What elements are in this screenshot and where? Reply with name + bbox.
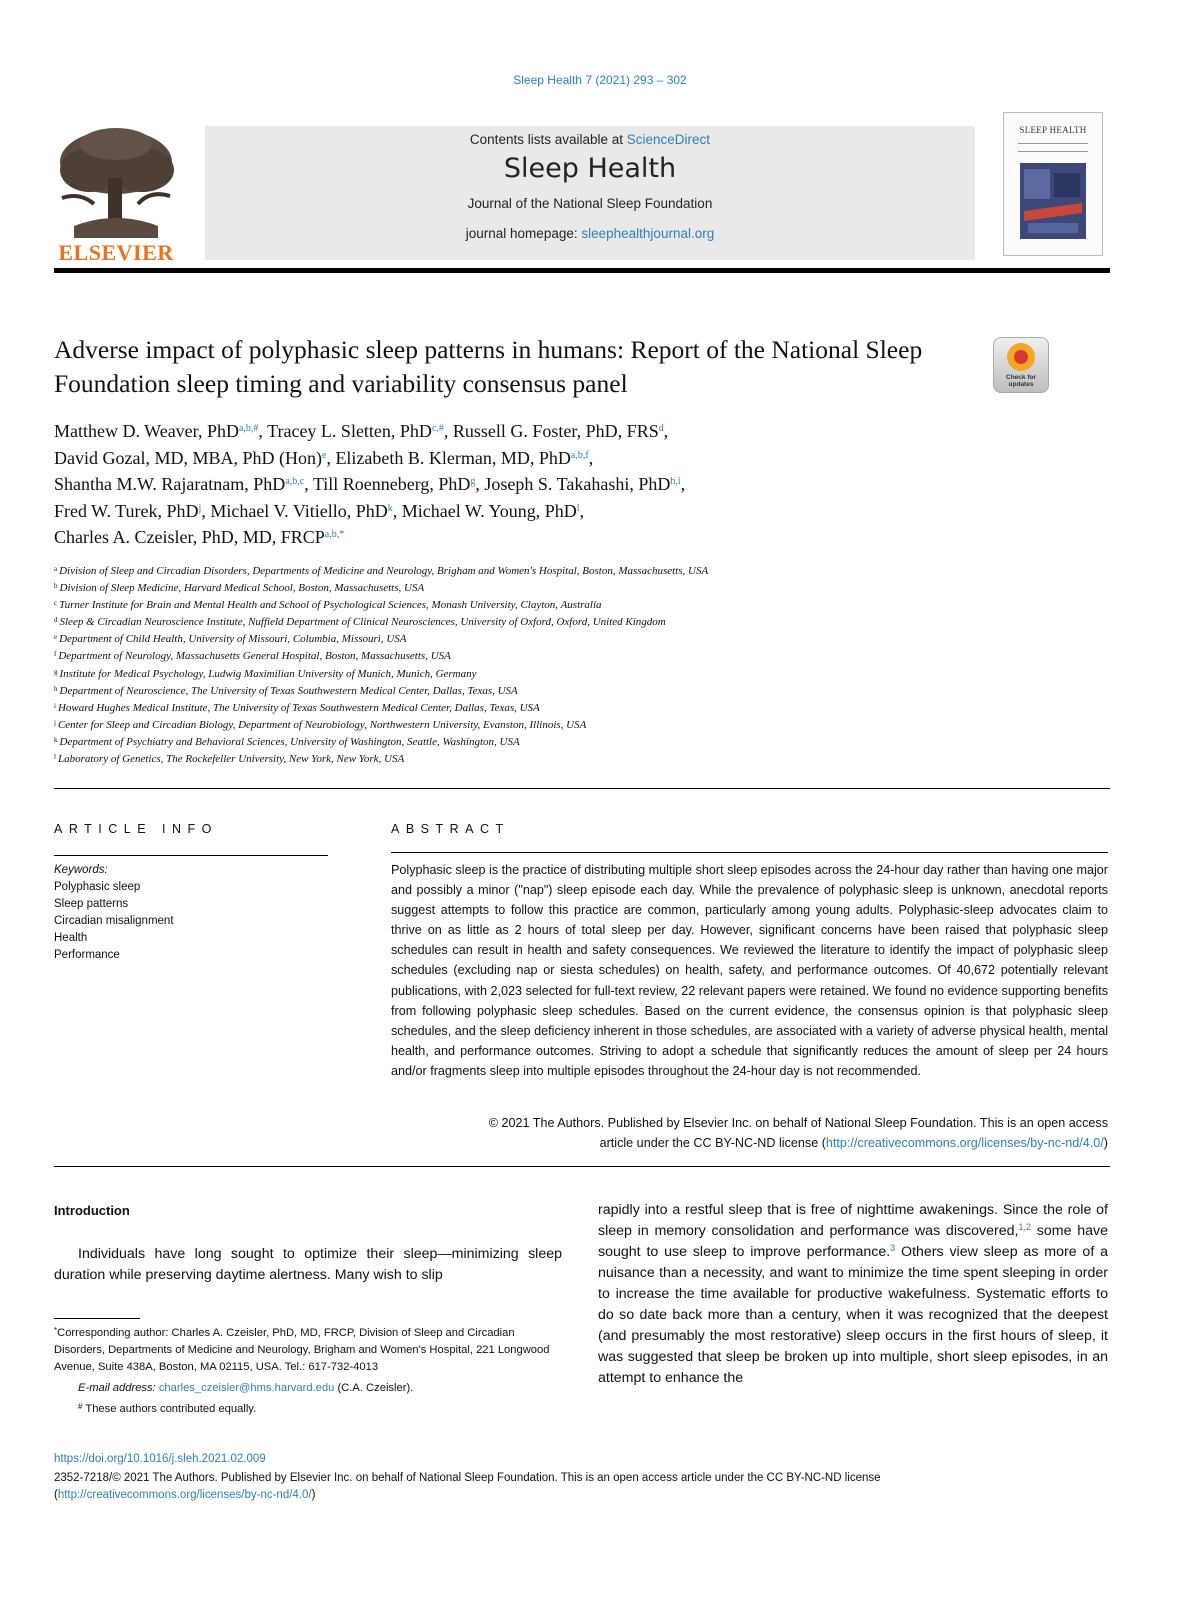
keywords-label: Keywords: — [54, 864, 108, 876]
article-title: Adverse impact of polyphasic sleep patterns in humans: Report of the National Sleep Foundation sleep timing and variability consensus panel — [54, 335, 923, 398]
affiliation-item: $^k$ Department of Psychiatry and Behavioral Sciences, University of Washington, Seattle, Washington, USA — [54, 735, 520, 748]
introduction-paragraph: Individuals have long sought to optimize their sleep—minimizing sleep duration while preserving daytime alertness. Many wish to slip — [54, 1246, 562, 1283]
check-for-updates-button[interactable] — [993, 337, 1049, 393]
author-affiliation-marks[interactable]: d — [658, 423, 664, 434]
affiliation-item: $^i$ Howard Hughes Medical Institute, The University of Texas Southwestern Medical Center, Dallas, Texas, USA — [54, 701, 540, 714]
affiliation-item: $^g$ Institute for Medical Psychology, Ludwig Maximilian University of Munich, Munich, Germany — [54, 667, 477, 680]
body-column-right: rapidly into a restful sleep that is free of nighttime awakenings. Since the role of sleep in memory consolidation and performance was discovered,$^{1,2}$ some have sought to use sleep to improve performance.$^3$ Others view sleep as more of a nuisance than a necessity, and want to minimize the time spent sleeping in order to increase the time available for productive wakefulness. Systematic efforts to do so date back more than a century, when it was recognized that the deepest (and presumably the most restorative) sleep occurs in the first hours of sleep, it was suggested that sleep be broken up into multiple, short sleep episodes, in an attempt to enhance the — [598, 1202, 1108, 1386]
footer-license-link[interactable]: http://creativecommons.org/licenses/by-nc-nd/4.0/ — [57, 1489, 312, 1501]
journal-cover[interactable] — [1003, 112, 1103, 256]
check-updates-icon — [1007, 343, 1035, 371]
contents-line — [205, 132, 975, 147]
keywords-block — [54, 862, 334, 964]
cover-rule — [1018, 143, 1088, 144]
reference-link[interactable]: 3 — [890, 1243, 896, 1253]
author-name: David Gozal, MD, MBA, PhD (Hon) — [54, 447, 322, 468]
affiliation-item: $^c$ Turner Institute for Brain and Mental Health and School of Psychological Sciences, Monash University, Clayton, Australia — [54, 599, 602, 612]
author-name: Matthew D. Weaver, PhD — [54, 421, 239, 441]
author-affiliation-marks[interactable]: c,# — [431, 423, 444, 434]
header-rule — [54, 268, 1110, 273]
affiliation-list — [54, 563, 1054, 768]
equal-contribution-note: # These authors contributed equally. — [78, 1402, 257, 1415]
author-affiliation-marks[interactable]: a,b,f — [570, 449, 589, 461]
corresponding-author-note: *Corresponding author: Charles A. Czeisler, PhD, MD, FRCP, Division of Sleep and Circadian Disorders, Departments of Medicine and Neurology, Brigham and Women's Hospital, 221 Longwood Avenue, Suite 438A, Boston, MA 02115, USA. Tel.: 617-732-4013 — [54, 1326, 550, 1373]
check-updates-label: Check for updates — [1006, 374, 1036, 388]
footnote-rule — [54, 1318, 140, 1319]
affiliation-item: $^e$ Department of Child Health, University of Missouri, Columbia, Missouri, USA — [54, 633, 407, 646]
affiliation-item: $^a$ Division of Sleep and Circadian Disorders, Departments of Medicine and Neurology, Brigham and Women's Hospital, Boston, Massachusetts, USA — [54, 565, 709, 577]
abstract-rule — [391, 852, 1108, 853]
journal-subtitle: Journal of the National Sleep Foundation — [467, 196, 713, 211]
author-affiliation-marks[interactable]: l — [576, 502, 580, 514]
author-name: Till Roenneberg, PhD — [312, 474, 471, 494]
abstract-text: Polyphasic sleep is the practice of distributing multiple short sleep episodes across the 24-hour day rather than having one major and possibly a minor ("nap") sleep episode each day. While the prevalence of polyphasic sleep is unknown, anecdotal reports suggest attempts to follow this practice are common, particularly among young adults. Polyphasic-sleep advocates claim to thrive on as little as 2 hours of total sleep per day. However, significant concerns have been raised that polyphasic sleep schedules can result in health and safety consequences. We reviewed the literature to identify the impact of polyphasic sleep schedules (excluding nap or siesta schedules) on health, safety, and performance outcomes. Of 40,672 potentially relevant publications, with 2,023 selected for full-text review, 22 relevant papers were retained. We found no evidence supporting benefits from following polyphasic sleep schedules. Based on the current evidence, the consensus opinion is that polyphasic sleep schedules, and the sleep deficiency inherent in those schedules, are associated with a variety of adverse physical health, mental health, and performance outcomes. Striving to adopt a schedule that significantly reduces the amount of sleep per 24 hours and/or fragments sleep into multiple episodes throughout the 24-hour day is not recommended. — [391, 863, 1108, 1078]
cover-title: SLEEP HEALTH — [1019, 125, 1087, 135]
affiliation-item: $^b$ Division of Sleep Medicine, Harvard Medical School, Boston, Massachusetts, USA — [54, 582, 425, 595]
homepage-prefix: journal homepage: — [465, 226, 578, 241]
abstract-license — [391, 1113, 1108, 1153]
author-affiliation-marks[interactable]: h,i — [670, 476, 681, 487]
cover-rule — [1018, 151, 1088, 152]
email-link[interactable]: charles_czeisler@hms.harvard.edu — [158, 1382, 335, 1394]
affiliation-item: $^h$ Department of Neuroscience, The University of Texas Southwestern Medical Center, Dallas, Texas, USA — [54, 684, 518, 697]
author-affiliation-marks[interactable]: a,b,* — [324, 529, 345, 540]
author-name: Tracey L. Sletten, PhD — [267, 421, 432, 441]
elsevier-tree-icon — [54, 126, 178, 238]
contents-prefix: Contents lists available at — [469, 132, 624, 147]
author-affiliation-marks[interactable]: j — [198, 502, 202, 514]
journal-header — [205, 126, 975, 260]
homepage-link[interactable]: sleephealthjournal.org — [581, 226, 715, 241]
abstract-heading: ABSTRACT — [391, 822, 510, 836]
author-affiliation-marks[interactable]: a,b,c — [285, 476, 305, 487]
affiliation-item: $^d$ Sleep & Circadian Neuroscience Institute, Nuffield Department of Clinical Neurosciences, University of Oxford, Oxford, United Kingdom — [54, 616, 666, 629]
keyword-item: Circadian misalignment — [54, 915, 174, 927]
section-divider — [54, 1166, 1110, 1167]
elsevier-wordmark: ELSEVIER — [58, 240, 174, 265]
reference-link[interactable]: 1,2 — [1018, 1222, 1031, 1232]
author-name: Charles A. Czeisler, PhD, MD, FRCP — [54, 527, 325, 547]
cover-art-icon — [1020, 163, 1086, 239]
author-name: Elizabeth B. Klerman, MD, PhD — [335, 447, 571, 468]
author-name: Joseph S. Takahashi, PhD — [484, 474, 671, 494]
keyword-item: Sleep patterns — [54, 898, 129, 910]
author-name: Michael W. Young, PhD — [401, 500, 577, 521]
article-info-rule — [54, 855, 328, 856]
author-affiliation-marks[interactable]: e — [321, 449, 327, 461]
author-affiliation-marks[interactable]: k — [387, 502, 393, 514]
email-note: E-mail address: charles_czeisler@hms.harvard.edu (C.A. Czeisler). — [78, 1382, 414, 1394]
license-line: article under the CC BY-NC-ND license (http://creativecommons.org/licenses/by-nc-nd/4.0/) — [599, 1136, 1108, 1151]
elsevier-logo — [54, 126, 178, 266]
author-affiliation-marks[interactable]: a,b,# — [238, 423, 259, 434]
author-affiliation-marks[interactable]: g — [470, 476, 476, 487]
affiliation-item: $^l$ Laboratory of Genetics, The Rockefeller University, New York, New York, USA — [54, 753, 405, 766]
section-divider — [54, 788, 1110, 789]
doi-link[interactable]: https://doi.org/10.1016/j.sleh.2021.02.009 — [54, 1453, 266, 1465]
keyword-item: Performance — [54, 949, 120, 961]
journal-name: Sleep Health — [503, 153, 677, 184]
affiliation-item: $^f$ Department of Neurology, Massachusetts General Hospital, Boston, Massachusetts, USA — [54, 650, 451, 663]
author-name: Fred W. Turek, PhD — [54, 500, 199, 521]
cover-image — [1020, 163, 1086, 239]
keyword-item: Polyphasic sleep — [54, 881, 141, 893]
issn-line: 2352-7218/© 2021 The Authors. Published by Elsevier Inc. on behalf of National Sleep Foundation. This is an open access article under the CC BY-NC-ND license (http://creativecommons.org/licenses/by-nc-nd/4.0/) — [54, 1472, 881, 1501]
introduction-heading: Introduction — [54, 1203, 130, 1218]
license-link[interactable]: http://creativecommons.org/licenses/by-nc-nd/4.0/ — [825, 1136, 1104, 1151]
author-name: Russell G. Foster, PhD, FRS — [452, 421, 659, 441]
author-list: Matthew D. Weaver, PhD$^{a,b,\#}$, Tracey L. Sletten, PhD$^{c,\#}$, Russell G. Foster, PhD, FRS$^d$, David Gozal, MD, MBA, PhD (Hon)$^e$, Elizabeth B. Klerman, MD, PhD$^{a,b,f}$, Shantha M.W. Rajaratnam, PhD$^{a,b,c}$, Till Roenneberg, PhD$^g$, Joseph S. Takahashi, PhD$^{h,i}$, Fred W. Turek, PhD$^j$, Michael V. Vitiello, PhD$^k$, Michael W. Young, PhD$^l$, Charles A. Czeisler, PhD, MD, $FRCP^{a,b,*}$ — [54, 421, 686, 547]
keyword-list — [54, 879, 334, 964]
keyword-item: Health — [54, 932, 88, 944]
sciencedirect-link[interactable]: ScienceDirect — [626, 132, 711, 147]
footnotes — [54, 1325, 562, 1418]
author-name: Shantha M.W. Rajaratnam, PhD — [54, 474, 286, 494]
journal-homepage — [205, 226, 975, 241]
license-line: © 2021 The Authors. Published by Elsevier Inc. on behalf of National Sleep Foundation. This is an open access — [488, 1116, 1108, 1130]
author-name: Michael V. Vitiello, PhD — [210, 500, 388, 521]
article-info-heading: ARTICLE INFO — [54, 822, 218, 836]
journal-citation[interactable]: Sleep Health 7 (2021) 293 – 302 — [513, 73, 687, 87]
affiliation-item: $^j$ Center for Sleep and Circadian Biology, Department of Neurobiology, Northwestern University, Evanston, Illinois, USA — [54, 718, 587, 731]
